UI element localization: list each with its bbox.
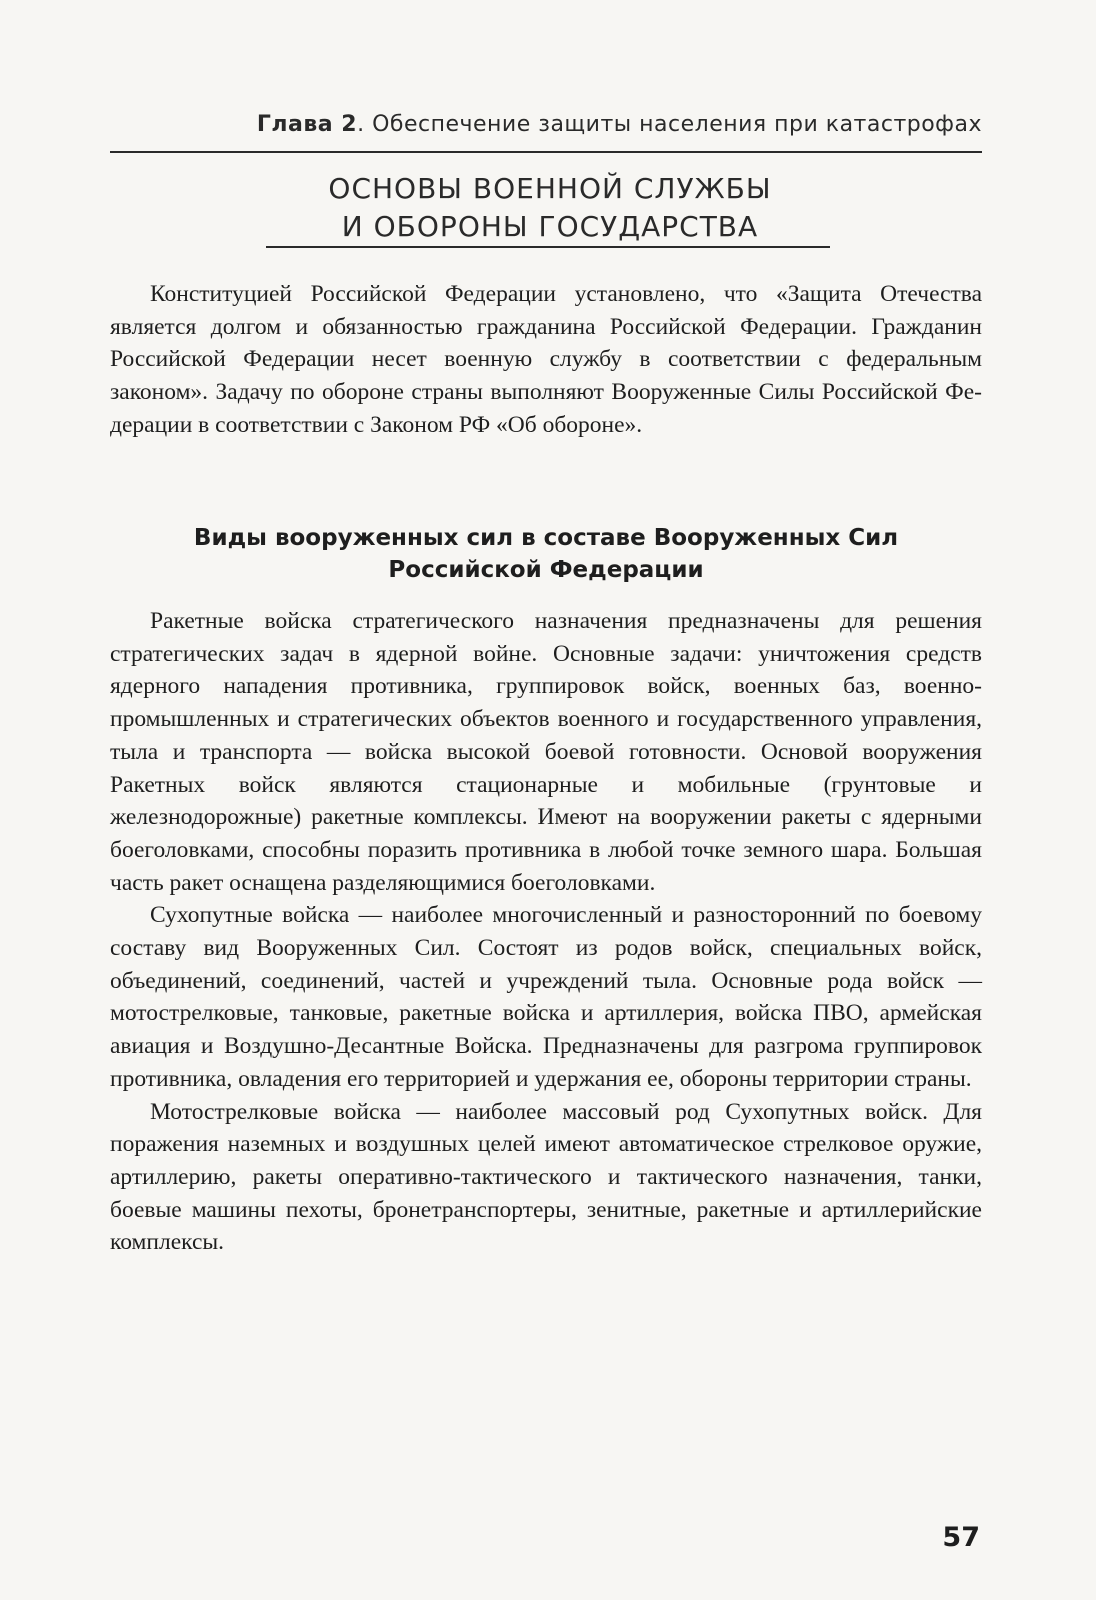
intro-paragraph: Конституцией Российской Федерации установлено, что «Защита Отечества является долгом и обязанностью гражданина Российской Федерации. Гражданин Российской Федерации несет военную службу в соответствии с федеральным законом». Задачу по обороне страны выполняют Вооруженные Силы Российской Федерации в соответствии с Законом РФ «Об обороне». xyxy=(110,281,982,438)
subheading xyxy=(110,522,982,586)
page-number: 57 xyxy=(942,1522,980,1553)
paragraph-strategic-missile-forces: Ракетные войска стратегического назначения предназначены для решения стратегических задач в ядерной войне. Основные задачи: уничтожения средств ядерного нападения противника, группировок войск, военных баз, военно-промышленных и стратегических объектов военного и государственного управления, тыла и транспорта — войска высокой боевой готовности. Основой вооружения Ракетных войск являются стационарные и мобильные (грунтовые и железнодорожные) ракетные комплексы. Имеют на вооружении ракеты с ядерными боеголовками, способны поразить противника в любой точке земного шара. Большая часть ракет оснащена разделяющимися боеголовками. xyxy=(110,608,982,896)
paragraph-motorized-rifle-troops: Мотострелковые войска — наиболее массовый род Сухопутных войск. Для поражения наземных и воздушных целей имеют автоматическое стрелковое оружие, артиллерию, ракеты оперативно-тактического и тактического назначения, танки, боевые машины пехоты, бронетранспортеры, зенитные, ракетные и артиллерийские комплексы. xyxy=(110,1098,982,1256)
running-header xyxy=(110,112,982,137)
section-title-line-2: И ОБОРОНЫ ГОСУДАРСТВА xyxy=(341,210,759,243)
header-rule xyxy=(110,151,982,153)
subheading-line-2: Российской Федерации xyxy=(388,557,704,583)
section-title-rule xyxy=(266,246,830,248)
intro-text-block xyxy=(110,278,982,442)
chapter-label: Глава 2 xyxy=(256,112,358,137)
subheading-line-1: Виды вооруженных сил в составе Вооруженных Сил xyxy=(193,525,899,551)
section-title-line-1: ОСНОВЫ ВОЕННОЙ СЛУЖБЫ xyxy=(328,172,772,205)
paragraph-ground-forces: Сухопутные войска — наиболее многочисленный и разносторонний по боевому составу вид Вооруженных Сил. Состоят из родов войск, специальных войск, объединений, соединений, частей и учреждений тыла. Основные рода войск — мотострелковые, танковые, ракетные войска и артиллерия, войска ПВО, армейская авиация и Воздушно-Десантные Войска. Предназначены для разгрома группировок противника, овладения его территорией и удержания ее, обороны территории страны. xyxy=(110,902,982,1092)
chapter-title: . Обеспечение защиты населения при катастрофах xyxy=(357,112,982,137)
section-title xyxy=(200,170,900,246)
body-text-block xyxy=(110,605,982,1259)
